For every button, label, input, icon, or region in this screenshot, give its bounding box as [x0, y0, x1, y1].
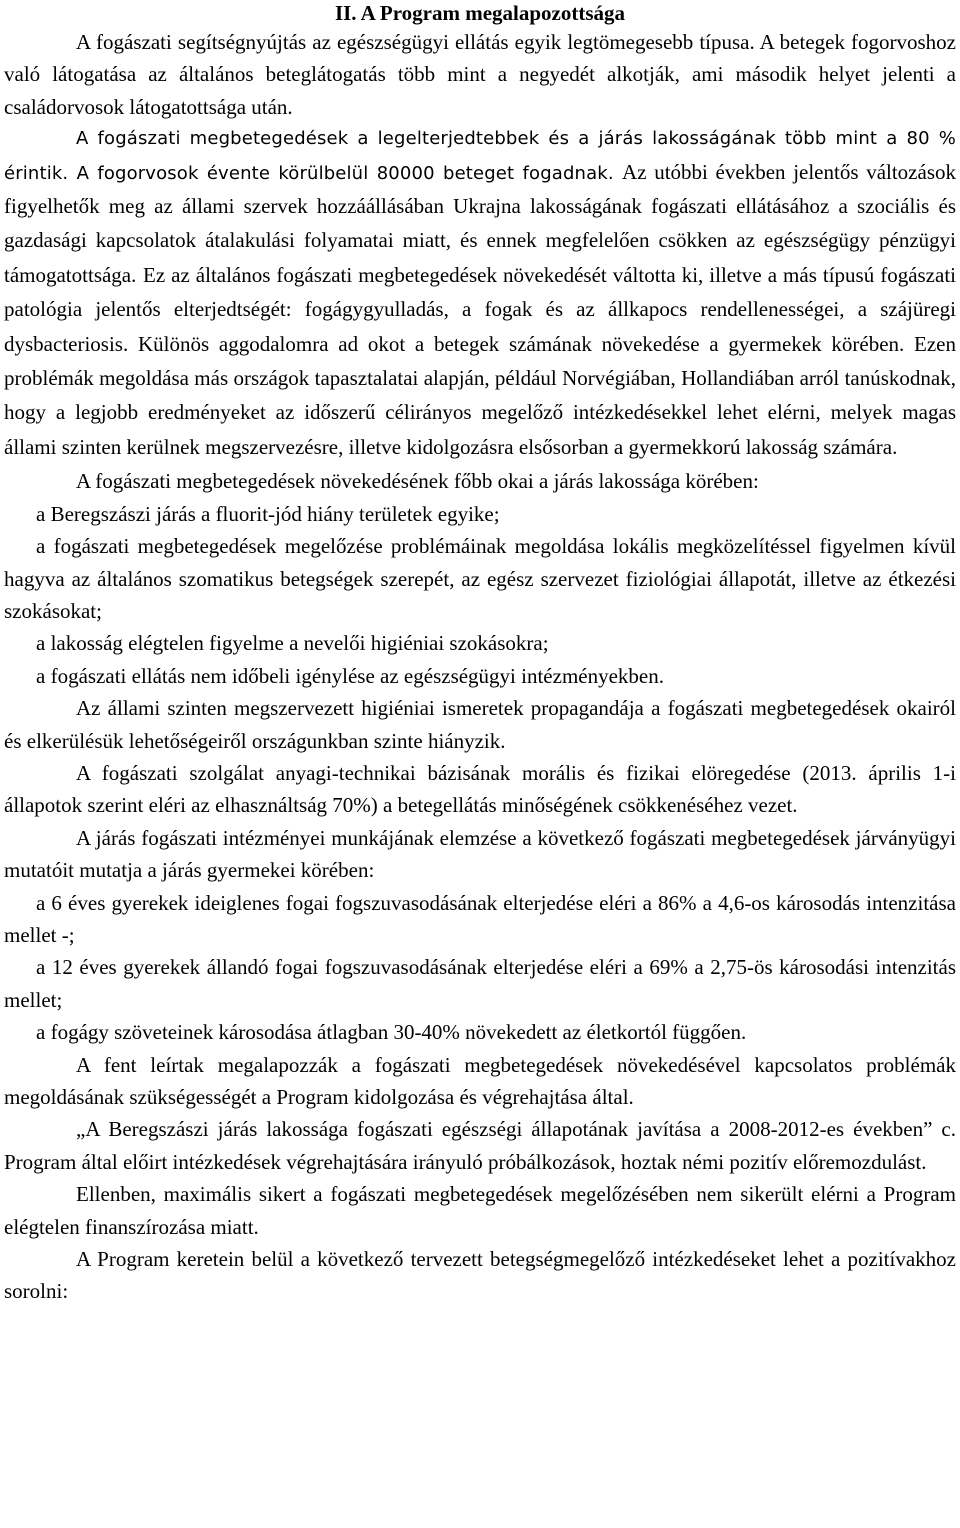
- paragraph-justification: A fent leírtak megalapozzák a fogászati megbetegedések növekedésével kapcsolatos problémák megoldásának szükségességét a Program kidolgozása és végrehajtása által.: [4, 1052, 956, 1109]
- document-page: [4, 0, 956, 1308]
- list-item-cause-1: a Beregszászi járás a fluorit-jód hiány területek egyike;: [36, 501, 500, 526]
- paragraph-changes: Az utóbbi években jelentős változások figyelhetők meg az állami szervek hozzáállásában Ukrajna lakosságának fogászati ellátásához a szociális és gazdasági kapcsolatok átalakulási folyamatai miatt, és ennek megfelelően csökken az egészségügy pénzügyi támogatottsága.: [4, 159, 956, 287]
- list-item-cause-3: a lakosság elégtelen figyelme a nevelői higiéniai szokásokra;: [36, 631, 549, 656]
- paragraph-measures: A Program keretein belül a következő tervezett betegségmegelőző intézkedéseket lehet a pozitívakhoz sorolni:: [4, 1247, 956, 1304]
- paragraph-analysis: A járás fogászati intézményei munkájának elemzése a következő fogászati megbetegedések járványügyi mutatóit mutatja a járás gyermekei körében:: [4, 825, 956, 883]
- list-item-indicator-2: a 12 éves gyerekek állandó fogai fogszuvasodásának elterjedése eléri a 69% a 2,75-ös károsodási intenzitás mellet;: [4, 955, 956, 1012]
- list-item-cause-2: a fogászati megbetegedések megelőzése problémáinak megoldása lokális megközelítéssel figyelmen kívül hagyva az általános szomatikus betegségek szerepét, az egész szervezet fiziológiai állapotát, illetve az étkezési szokásokat;: [4, 534, 956, 623]
- paragraph-funding: Ellenben, maximális sikert a fogászati megbetegedések megelőzésében nem sikerült elérni a Program elégtelen finanszírozása miatt.: [4, 1182, 956, 1239]
- section-title: II. A Program megalapozottsága: [334, 1, 626, 25]
- paragraph-propaganda: Az állami szinten megszervezett higiéniai ismeretek propagandája a fogászati megbetegedések okairól és elkerülésük lehetőségeiről országunkban szinte hiányzik.: [4, 696, 956, 753]
- paragraph-causes-heading: A fogászati megbetegedések növekedésének főbb okai a járás lakossága körében:: [76, 469, 759, 494]
- paragraph-prevalence: A fogászati megbetegedések a legelterjedtebbek és a járás lakosságának több mint a 80 % érintik. A fogorvosok évente körülbelül 80000 beteget fogadnak. Az utóbbi években jelentős változások figyelhetők meg az állami szervek hozzáállásában Ukrajna lakosságának fogászati ellátásához a szociális és gazdasági kapcsolatok átalakulási folyamatai miatt, és ennek megfelelően csökken az egészségügy pénzügyi támogatottsága. Ez az általános fogászati megbetegedések növekedését váltotta ki, illetve a más típusú fogászati patológia jelentős elterjedtségét: fogágygyulladás, a fogak és az állkapocs rendellenességei, a szájüregi dysbacteriosis. Különös aggodalomra ad okot a betegek számának növekedése a gyermekek körében. Ezen problémák megoldása más országok tapasztalatai alapján, például Norvégiában, Hollandiában arról tanúskodnak, hogy a legjobb eredményeket az időszerű célirányos megelőző intézkedésekkel lehet elérni, melyek magas állami szinten kerülnek megszervezésre, illetve kidolgozásra elsősorban a gyermekkorú lakosság számára.: [4, 128, 956, 459]
- list-item-indicator-1: a 6 éves gyerekek ideiglenes fogai fogszuvasodásának elterjedése eléri a 86% a 4,6-os károsodás intenzitása mellet -;: [4, 890, 956, 947]
- list-item-cause-4: a fogászati ellátás nem időbeli igénylése az egészségügyi intézményekben.: [36, 663, 665, 688]
- list-item-indicator-3: a fogágy szöveteinek károsodása átlagban 30-40% növekedett az életkortól függően.: [36, 1020, 747, 1045]
- paragraph-intro: A fogászati segítségnyújtás az egészségügyi ellátás egyik legtömegesebb típusa. A betegek fogorvoshoz való látogatása az általános beteglátogatás több mint a negyedét alkotják, ami második helyet jelenti a családorvosok látogatottsága után.: [4, 30, 956, 119]
- paragraph-technical-base: A fogászati szolgálat anyagi-technikai bázisának morális és fizikai elöregedése (2013. április 1-i állapotok szerint eléri az elhasználtság 70%) a betegellátás minőségének csökkenéséhez vezet.: [4, 760, 956, 818]
- paragraph-previous-program: „A Beregszászi járás lakossága fogászati egészségi állapotának javítása a 2008-2012-es években” c. Program által előirt intézkedések végrehajtására irányuló próbálkozások, hoztak némi pozitív előremozdulást.: [4, 1117, 956, 1174]
- paragraph-consequences: Ez az általános fogászati megbetegedések növekedését váltotta ki, illetve a más típusú fogászati patológia jelentős elterjedtségét: fogágygyulladás, a fogak és az állkapocs rendellenességei, a szájüregi dysbacteriosis. Különös aggodalomra ad okot a betegek számának növekedése a gyermekek körében. Ezen problémák megoldása más országok tapasztalatai alapján, például Norvégiában, Hollandiában arról tanúskodnak, hogy a legjobb eredményeket az időszerű célirányos megelőző intézkedésekkel lehet elérni, melyek magas állami szinten kerülnek megszervezésre, illetve kidolgozásra elsősorban a gyermekkorú lakosság számára.: [4, 262, 956, 459]
